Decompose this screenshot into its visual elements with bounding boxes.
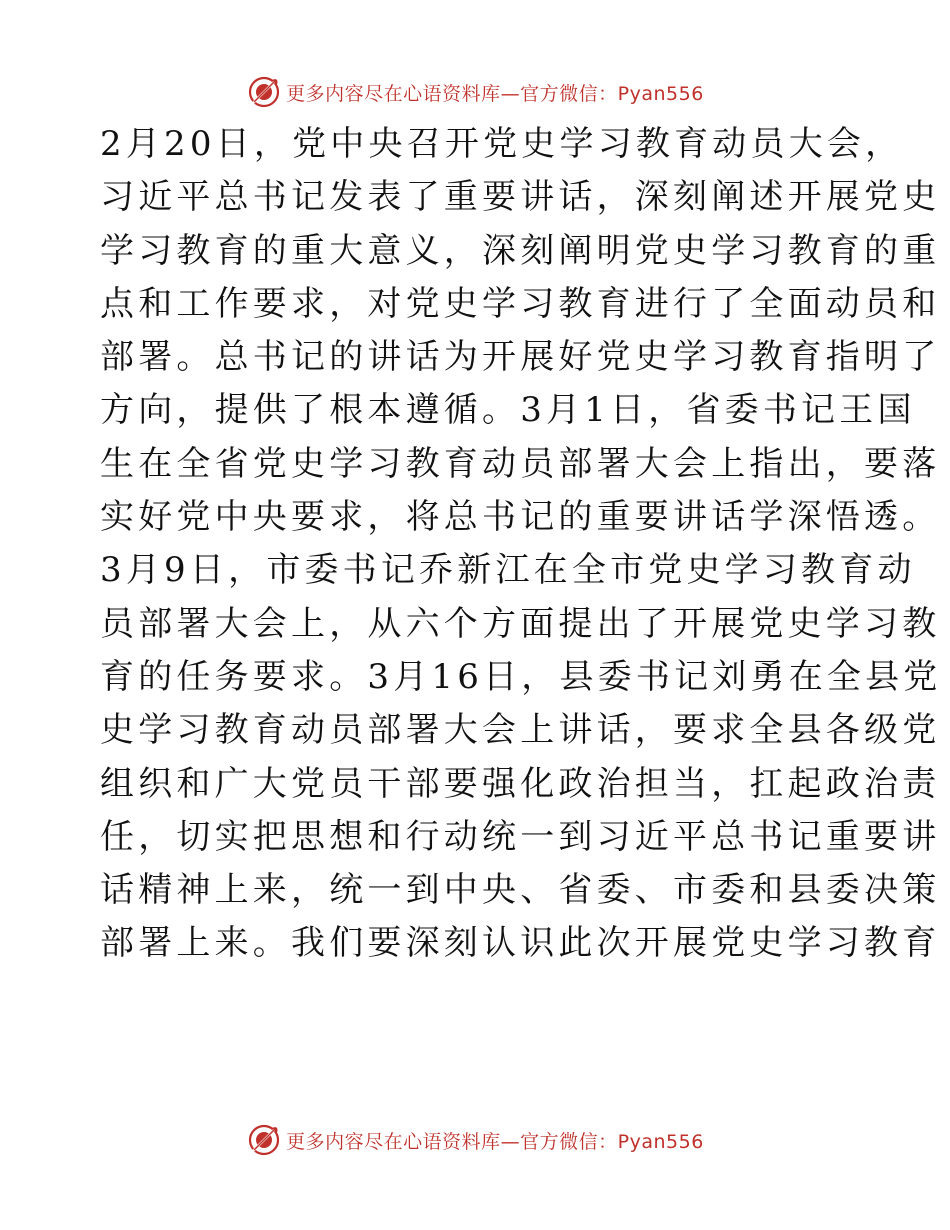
body-line: 任，切实把思想和行动统一到习近平总书记重要讲 — [100, 816, 941, 857]
document-body — [100, 118, 942, 971]
footer-brand-text: 更多内容尽在心语资料库—官方微信：Pyan556 — [286, 1130, 704, 1153]
body-line: 点和工作要求，对党史学习教育进行了全面动员和 — [100, 283, 941, 324]
body-line: 2月20日，党中央召开党史学习教育动员大会， — [100, 124, 904, 164]
page-header — [0, 72, 950, 112]
body-line: 员部署大会上，从六个方面提出了开展党史学习教 — [100, 603, 941, 644]
quill-seal-icon — [246, 1122, 282, 1158]
body-line: 3月9日，市委书记乔新江在全市党史学习教育动 — [100, 550, 916, 591]
quill-seal-icon — [246, 74, 282, 110]
header-brand-text: 更多内容尽在心语资料库—官方微信：Pyan556 — [286, 82, 704, 105]
body-line: 生在全省党史学习教育动员部署大会上指出，要落 — [100, 443, 941, 484]
page-footer — [0, 1120, 950, 1160]
body-line: 实好党中央要求，将总书记的重要讲话学深悟透。 — [100, 497, 941, 538]
body-line: 育的任务要求。3月16日，县委书记刘勇在全县党 — [100, 656, 942, 697]
body-line: 学习教育的重大意义，深刻阐明党史学习教育的重 — [100, 230, 941, 271]
body-line: 史学习教育动员部署大会上讲话，要求全县各级党 — [100, 710, 941, 751]
body-line: 习近平总书记发表了重要讲话，深刻阐述开展党史 — [100, 177, 941, 218]
body-line: 部署上来。我们要深刻认识此次开展党史学习教育 — [100, 923, 941, 964]
body-line: 部署。总书记的讲话为开展好党史学习教育指明了 — [100, 337, 941, 378]
body-line: 组织和广大党员干部要强化政治担当，扛起政治责 — [100, 763, 941, 804]
body-line: 方向，提供了根本遵循。3月1日，省委书记王国 — [100, 390, 916, 431]
body-line: 话精神上来，统一到中央、省委、市委和县委决策 — [100, 870, 941, 911]
